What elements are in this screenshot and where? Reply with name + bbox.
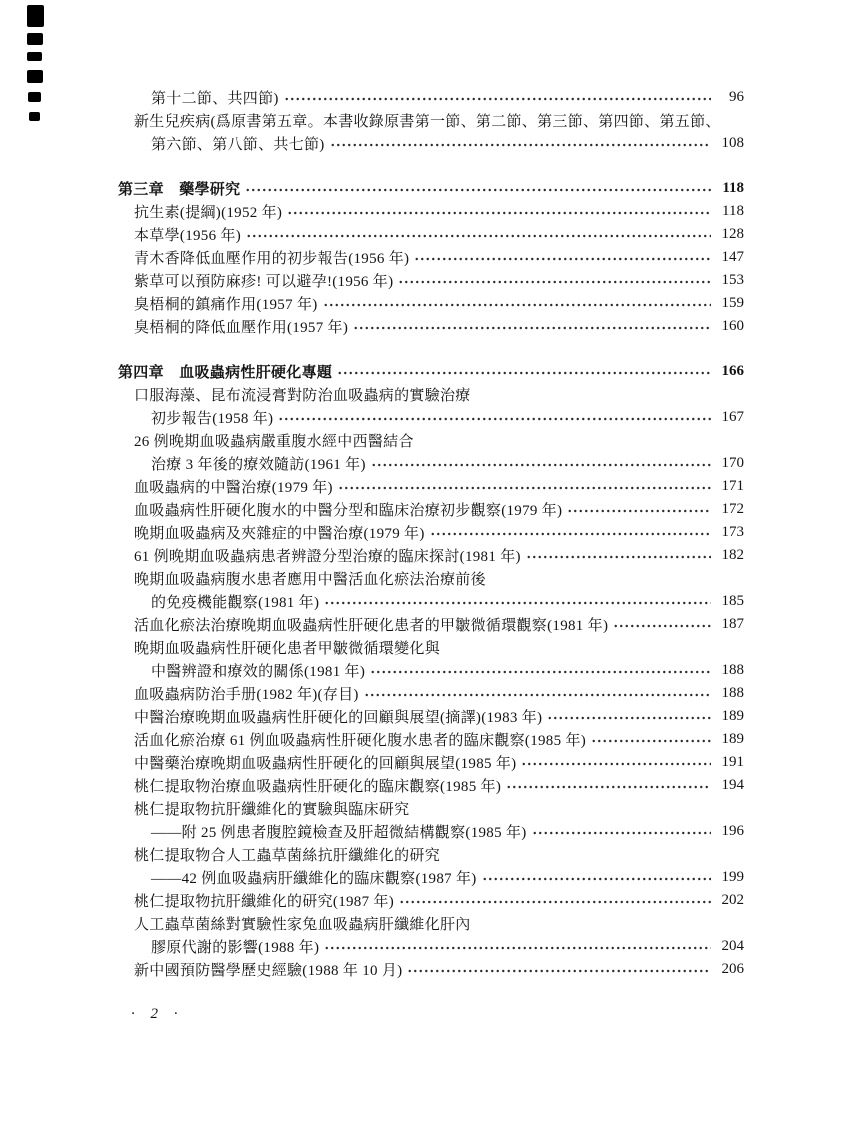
toc-entry bbox=[118, 269, 744, 292]
entry-page: 96 bbox=[729, 89, 744, 105]
dot-leader bbox=[287, 200, 711, 223]
entry-page: 202 bbox=[721, 892, 744, 908]
toc-entry bbox=[118, 889, 744, 912]
toc-entry bbox=[118, 292, 744, 315]
entry-page: 159 bbox=[721, 295, 744, 311]
dot-leader bbox=[547, 705, 711, 728]
entry-text: 桃仁提取物抗肝纖維化的研究(1987 年) bbox=[134, 894, 395, 910]
entry-text: 治療 3 年後的療效隨訪(1961 年) bbox=[151, 457, 366, 473]
entry-text: 中醫治療晚期血吸蟲病性肝硬化的回顧與展望(摘譯)(1983 年) bbox=[134, 710, 543, 726]
toc-entry bbox=[118, 797, 744, 820]
entry-text: 桃仁提取物抗肝纖維化的實驗與臨床研究 bbox=[134, 802, 410, 818]
entry-text: 61 例晚期血吸蟲病患者辨證分型治療的臨床探討(1981 年) bbox=[134, 549, 521, 565]
dot-leader bbox=[506, 774, 711, 797]
dot-leader bbox=[246, 223, 711, 246]
entry-text: ——附 25 例患者腹腔鏡檢查及肝超微結構觀察(1985 年) bbox=[151, 825, 527, 841]
entry-page: 206 bbox=[721, 961, 744, 977]
toc-entry bbox=[118, 177, 744, 200]
entry-text: 抗生素(提綱)(1952 年) bbox=[134, 205, 283, 221]
dot-leader bbox=[532, 820, 711, 843]
toc-entry bbox=[118, 705, 744, 728]
entry-text: 初步報告(1958 年) bbox=[151, 411, 274, 427]
entry-text: 新生兒疾病(爲原書第五章。本書收錄原書第一節、第二節、第三節、第四節、第五節、 bbox=[134, 114, 721, 130]
entry-page: 204 bbox=[721, 938, 744, 954]
dot-leader bbox=[414, 246, 711, 269]
entry-page: 167 bbox=[721, 409, 744, 425]
dot-leader bbox=[521, 751, 711, 774]
entry-text: 中醫辨證和療效的關係(1981 年) bbox=[151, 664, 366, 680]
entry-text: 第六節、第八節、共七節) bbox=[151, 137, 325, 153]
dot-leader bbox=[399, 889, 711, 912]
entry-text: 桃仁提取物治療血吸蟲病性肝硬化的臨床觀察(1985 年) bbox=[134, 779, 502, 795]
dot-leader bbox=[567, 498, 711, 521]
toc-entry bbox=[118, 429, 744, 452]
entry-text: 人工蟲草菌絲對實驗性家兔血吸蟲病肝纖維化肝內 bbox=[134, 917, 471, 933]
page-number-footer: · 2 · bbox=[131, 1006, 184, 1022]
entry-page: 118 bbox=[722, 203, 744, 219]
toc-entry bbox=[118, 315, 744, 338]
entry-text: 血吸蟲病的中醫治療(1979 年) bbox=[134, 480, 333, 496]
toc-entry bbox=[118, 475, 744, 498]
dot-leader bbox=[613, 613, 711, 636]
dot-leader bbox=[324, 935, 711, 958]
toc-entry bbox=[118, 820, 744, 843]
dot-leader bbox=[371, 452, 711, 475]
toc-entry bbox=[118, 246, 744, 269]
entry-text: 晚期血吸蟲病及夾雜症的中醫治療(1979 年) bbox=[134, 526, 425, 542]
entry-text: 口服海藻、昆布流浸膏對防治血吸蟲病的實驗治療 bbox=[134, 388, 471, 404]
entry-text: 活血化瘀治療 61 例血吸蟲病性肝硬化腹水患者的臨床觀察(1985 年) bbox=[134, 733, 587, 749]
entry-text: 血吸蟲病防治手册(1982 年)(存目) bbox=[134, 687, 359, 703]
entry-text: 臭梧桐的降低血壓作用(1957 年) bbox=[134, 320, 349, 336]
toc-entry bbox=[118, 498, 744, 521]
entry-text: 中醫藥治療晚期血吸蟲病性肝硬化的回顧與展望(1985 年) bbox=[134, 756, 517, 772]
entry-text: 晚期血吸蟲病性肝硬化患者甲皺微循環變化與 bbox=[134, 641, 441, 657]
toc-entry bbox=[118, 613, 744, 636]
entry-text: 新中國預防醫學歷史經驗(1988 年 10 月) bbox=[134, 963, 403, 979]
entry-page: 166 bbox=[721, 363, 744, 379]
entry-text: 本草學(1956 年) bbox=[134, 228, 242, 244]
entry-text: 活血化瘀法治療晚期血吸蟲病性肝硬化患者的甲皺微循環觀察(1981 年) bbox=[134, 618, 609, 634]
toc-entry bbox=[118, 132, 744, 155]
toc-entry bbox=[118, 958, 744, 981]
toc-entry bbox=[118, 751, 744, 774]
dot-leader bbox=[407, 958, 711, 981]
entry-page: 171 bbox=[721, 478, 744, 494]
toc-entry bbox=[118, 636, 744, 659]
entry-page: 108 bbox=[721, 135, 744, 151]
toc-entry bbox=[118, 109, 744, 132]
entry-page: 194 bbox=[721, 777, 744, 793]
toc-entry bbox=[118, 843, 744, 866]
dot-leader bbox=[398, 269, 711, 292]
entry-text: 的免疫機能觀察(1981 年) bbox=[151, 595, 320, 611]
dot-leader bbox=[591, 728, 711, 751]
entry-text: 晚期血吸蟲病腹水患者應用中醫活血化瘀法治療前後 bbox=[134, 572, 486, 588]
toc-entry bbox=[118, 200, 744, 223]
toc-entry bbox=[118, 544, 744, 567]
toc-entry bbox=[118, 360, 744, 383]
entry-page: 191 bbox=[721, 754, 744, 770]
toc-entry bbox=[118, 659, 744, 682]
entry-text: 青木香降低血壓作用的初步報告(1956 年) bbox=[134, 251, 410, 267]
toc-entry bbox=[118, 590, 744, 613]
dot-leader bbox=[278, 406, 711, 429]
toc-entry bbox=[118, 86, 744, 109]
toc-entry bbox=[118, 406, 744, 429]
entry-page: 172 bbox=[721, 501, 744, 517]
entry-page: 147 bbox=[721, 249, 744, 265]
entry-text: ——42 例血吸蟲病肝纖維化的臨床觀察(1987 年) bbox=[151, 871, 477, 887]
scan-artifact bbox=[28, 92, 41, 102]
toc-entry bbox=[118, 866, 744, 889]
entry-text: 第三章 藥學研究 bbox=[118, 182, 241, 198]
dot-leader bbox=[364, 682, 711, 705]
entry-text: 血吸蟲病性肝硬化腹水的中醫分型和臨床治療初步觀察(1979 年) bbox=[134, 503, 563, 519]
entry-page: 196 bbox=[721, 823, 744, 839]
entry-page: 189 bbox=[721, 731, 744, 747]
toc-entry bbox=[118, 521, 744, 544]
toc-list bbox=[118, 86, 744, 981]
entry-text: 26 例晚期血吸蟲病嚴重腹水經中西醫結合 bbox=[134, 434, 414, 450]
toc-entry bbox=[118, 912, 744, 935]
entry-text: 桃仁提取物合人工蟲草菌絲抗肝纖維化的研究 bbox=[134, 848, 441, 864]
entry-text: 第十二節、共四節) bbox=[151, 91, 279, 107]
dot-leader bbox=[526, 544, 711, 567]
dot-leader bbox=[353, 315, 711, 338]
dot-leader bbox=[370, 659, 711, 682]
dot-leader bbox=[284, 86, 711, 109]
dot-leader bbox=[323, 292, 711, 315]
dot-leader bbox=[482, 866, 711, 889]
dot-leader bbox=[324, 590, 711, 613]
entry-page: 170 bbox=[721, 455, 744, 471]
toc-entry bbox=[118, 935, 744, 958]
toc-entry bbox=[118, 452, 744, 475]
toc-entry bbox=[118, 728, 744, 751]
entry-text: 臭梧桐的鎮痛作用(1957 年) bbox=[134, 297, 318, 313]
scan-artifact bbox=[27, 5, 44, 27]
dot-leader bbox=[430, 521, 711, 544]
entry-page: 199 bbox=[721, 869, 744, 885]
entry-page: 182 bbox=[721, 547, 744, 563]
scan-artifact bbox=[27, 52, 42, 61]
entry-page: 187 bbox=[721, 616, 744, 632]
scan-artifact bbox=[27, 33, 43, 45]
dot-leader bbox=[337, 360, 711, 383]
scan-artifact bbox=[29, 112, 40, 121]
entry-page: 189 bbox=[721, 708, 744, 724]
entry-text: 紫草可以預防麻疹! 可以避孕!(1956 年) bbox=[134, 274, 394, 290]
entry-page: 173 bbox=[721, 524, 744, 540]
toc-entry bbox=[118, 567, 744, 590]
entry-text: 膠原代謝的影響(1988 年) bbox=[151, 940, 320, 956]
toc-entry bbox=[118, 383, 744, 406]
entry-text: 第四章 血吸蟲病性肝硬化專題 bbox=[118, 365, 333, 381]
toc-entry bbox=[118, 682, 744, 705]
entry-page: 153 bbox=[721, 272, 744, 288]
dot-leader bbox=[245, 177, 711, 200]
entry-page: 160 bbox=[721, 318, 744, 334]
entry-page: 128 bbox=[721, 226, 744, 242]
entry-page: 188 bbox=[721, 685, 744, 701]
entry-page: 118 bbox=[722, 180, 744, 196]
entry-page: 185 bbox=[721, 593, 744, 609]
dot-leader bbox=[338, 475, 711, 498]
toc-entry bbox=[118, 774, 744, 797]
toc-entry bbox=[118, 223, 744, 246]
scan-artifact bbox=[27, 70, 43, 83]
dot-leader bbox=[330, 132, 711, 155]
entry-page: 188 bbox=[721, 662, 744, 678]
